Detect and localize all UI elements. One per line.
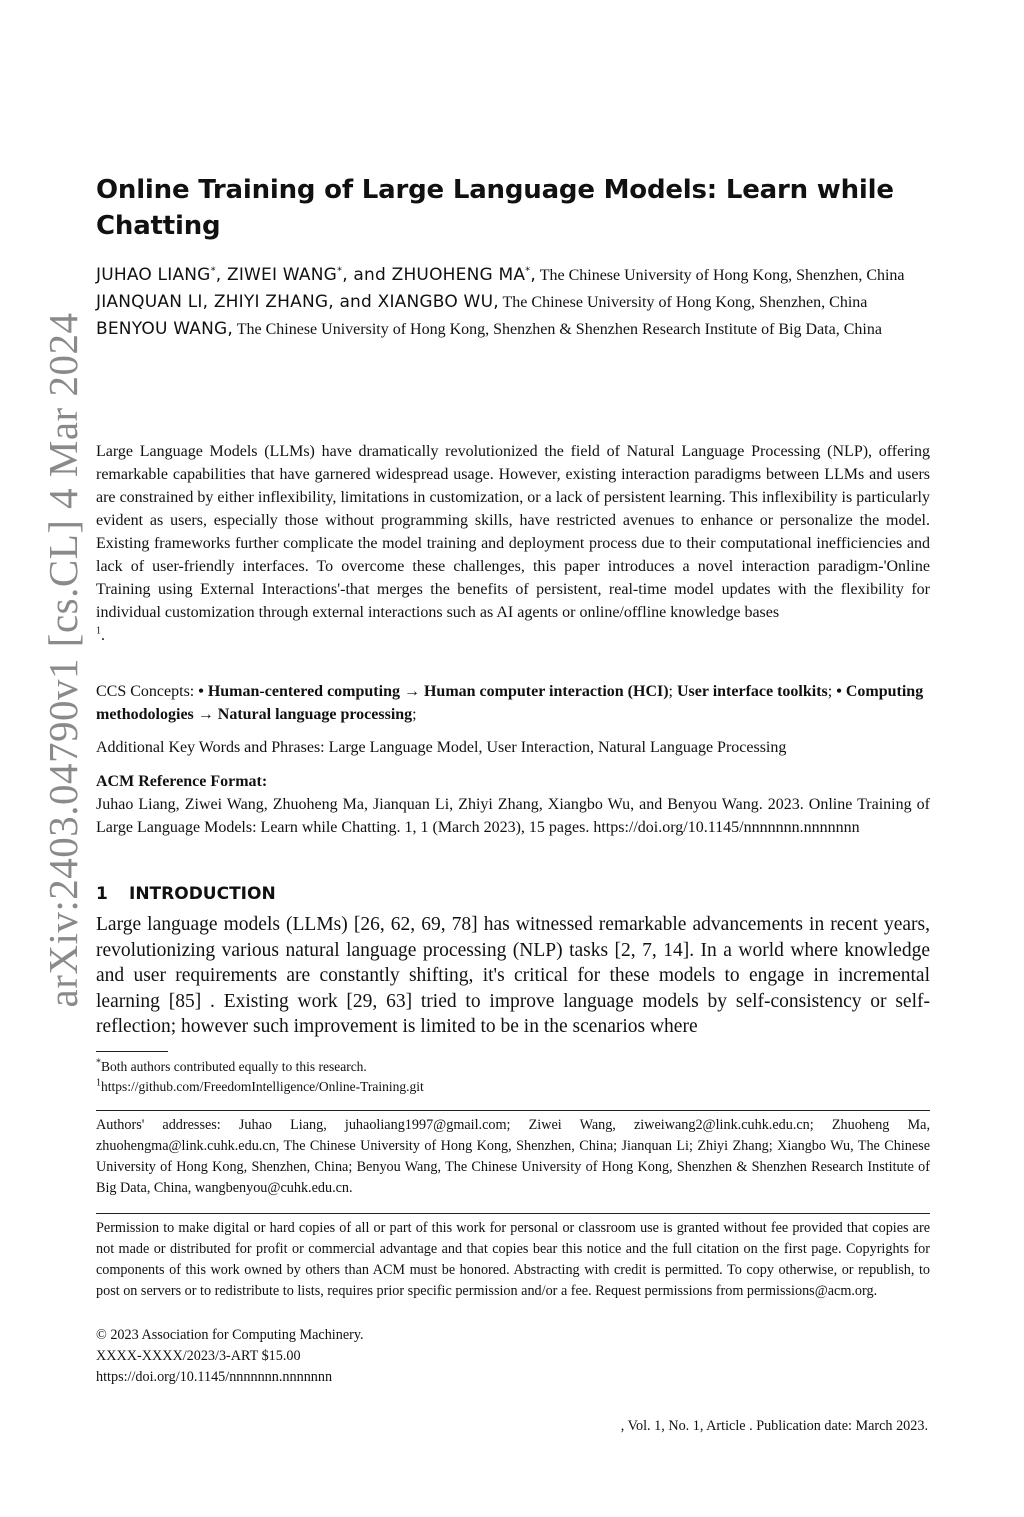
author-names: BENYOU WANG, <box>96 319 234 339</box>
author-list <box>96 262 936 343</box>
acm-reference-format <box>96 770 930 839</box>
acm-reference-heading: ACM Reference Format: <box>96 773 268 790</box>
copyright-block <box>96 1325 930 1388</box>
author-names: JUHAO LIANG*, ZIWEI WANG*, and ZHUOHENG MA*, <box>96 265 536 285</box>
author-affiliation: The Chinese University of Hong Kong, Shenzhen & Shenzhen Research Institute of Big Data, China <box>236 321 882 338</box>
abstract: Large Language Models (LLMs) have dramatically revolutionized the field of Natural Language Processing (NLP), offering remarkable capabilities that have garnered widespread usage. However, existing interaction paradigms between LLMs and users are constrained by either inflexibility, limitations in customization, or a lack of persistent learning. This inflexibility is particularly evident as users, especially those without programming skills, have restricted avenues to enhance or personalize the model. Existing frameworks further complicate the model training and deployment process due to their computational inefficiencies and lack of user-friendly interfaces. To overcome these challenges, this paper introduces a novel interaction paradigm-'Online Training using External Interactions'-that merges the benefits of persistent, real-time model updates with the flexibility for individual customization through external interactions such as AI agents or online/offline knowledge bases $^1$. <box>96 443 930 644</box>
isbn-line: XXXX-XXXX/2023/3-ART $15.00 <box>96 1348 301 1364</box>
arxiv-watermark: arXiv:2403.04790v1 [cs.CL] 4 Mar 2024 <box>40 312 86 1008</box>
page-footer: , Vol. 1, No. 1, Article . Publication date: March 2023. <box>620 1418 928 1434</box>
doi-line: https://doi.org/10.1145/nnnnnnn.nnnnnnn <box>96 1369 333 1385</box>
permission-notice: Permission to make digital or hard copies of all or part of this work for personal or classroom use is granted without fee provided that copies are not made or distributed for profit or commercial advantage and that copies bear this notice and the full citation on the first page. Copyrights for components of this work owned by others than ACM must be honored. Abstracting with credit is permitted. To copy otherwise, or republish, to post on servers or to redistribute to lists, requires prior specific permission and/or a fee. Request permissions from permissions@acm.org. <box>96 1220 930 1299</box>
author-affiliation: The Chinese University of Hong Kong, Shenzhen, China <box>502 294 868 311</box>
author-names: JIANQUAN LI, ZHIYI ZHANG, and XIANGBO WU, <box>96 292 499 312</box>
paper-title: Online Training of Large Language Models: Learn while Chatting <box>96 175 894 241</box>
acm-reference-body: Juhao Liang, Ziwei Wang, Zhuoheng Ma, Jianquan Li, Zhiyi Zhang, Xiangbo Wu, and Benyou Wang. 2023. Online Training of Large Language Models: Learn while Chatting. 1, 1 (March 2023), 15 pages. https://doi.org/10.1145/nnnnnnn.nnnnnnn <box>96 796 930 836</box>
footnote: $^1$https://github.com/FreedomIntelligence/Online-Training.git <box>96 1077 424 1094</box>
author-group-1 <box>96 262 936 289</box>
footnotes <box>96 1057 930 1097</box>
introduction-text: Large language models (LLMs) [26, 62, 69, 78] has witnessed remarkable advancements in recent years, revolutionizing various natural language processing (NLP) tasks [2, 7, 14]. In a world where knowledge and user requirements are constantly shifting, it's critical for these models to engage in incremental learning [85] . Existing work [29, 63] tried to improve language models by self-consistency or self-reflection; however such improvement is limited to be in the scenarios where <box>96 914 930 1037</box>
author-group-2 <box>96 289 936 316</box>
copyright-line: © 2023 Association for Computing Machinery. <box>96 1327 364 1343</box>
footnote-rule <box>96 1051 168 1052</box>
author-group-3 <box>96 316 936 343</box>
addresses-rule <box>96 1110 930 1111</box>
footnote: *Both authors contributed equally to this research. <box>96 1057 367 1074</box>
ccs-concepts: CCS Concepts: • Human-centered computing → Human computer interaction (HCI); User interface toolkits; • Computing methodologies → Natural language processing; <box>96 683 924 723</box>
permission-rule <box>96 1213 930 1214</box>
authors-addresses: Authors' addresses: Juhao Liang, juhaoliang1997@gmail.com; Ziwei Wang, ziweiwang2@link.cuhk.edu.cn; Zhuoheng Ma, zhuohengma@link.cuhk.edu.cn, The Chinese University of Hong Kong, Shenzhen, China; Jianquan Li; Zhiyi Zhang; Xiangbo Wu, The Chinese University of Hong Kong, Shenzhen, China; Benyou Wang, The Chinese University of Hong Kong, Shenzhen & Shenzhen Research Institute of Big Data, China, wangbenyou@cuhk.edu.cn. <box>96 1117 930 1196</box>
author-affiliation: The Chinese University of Hong Kong, Shenzhen, China <box>539 267 905 284</box>
keywords: Additional Key Words and Phrases: Large Language Model, User Interaction, Natural Language Processing <box>96 739 787 756</box>
section-heading: 1 INTRODUCTION <box>96 884 276 904</box>
